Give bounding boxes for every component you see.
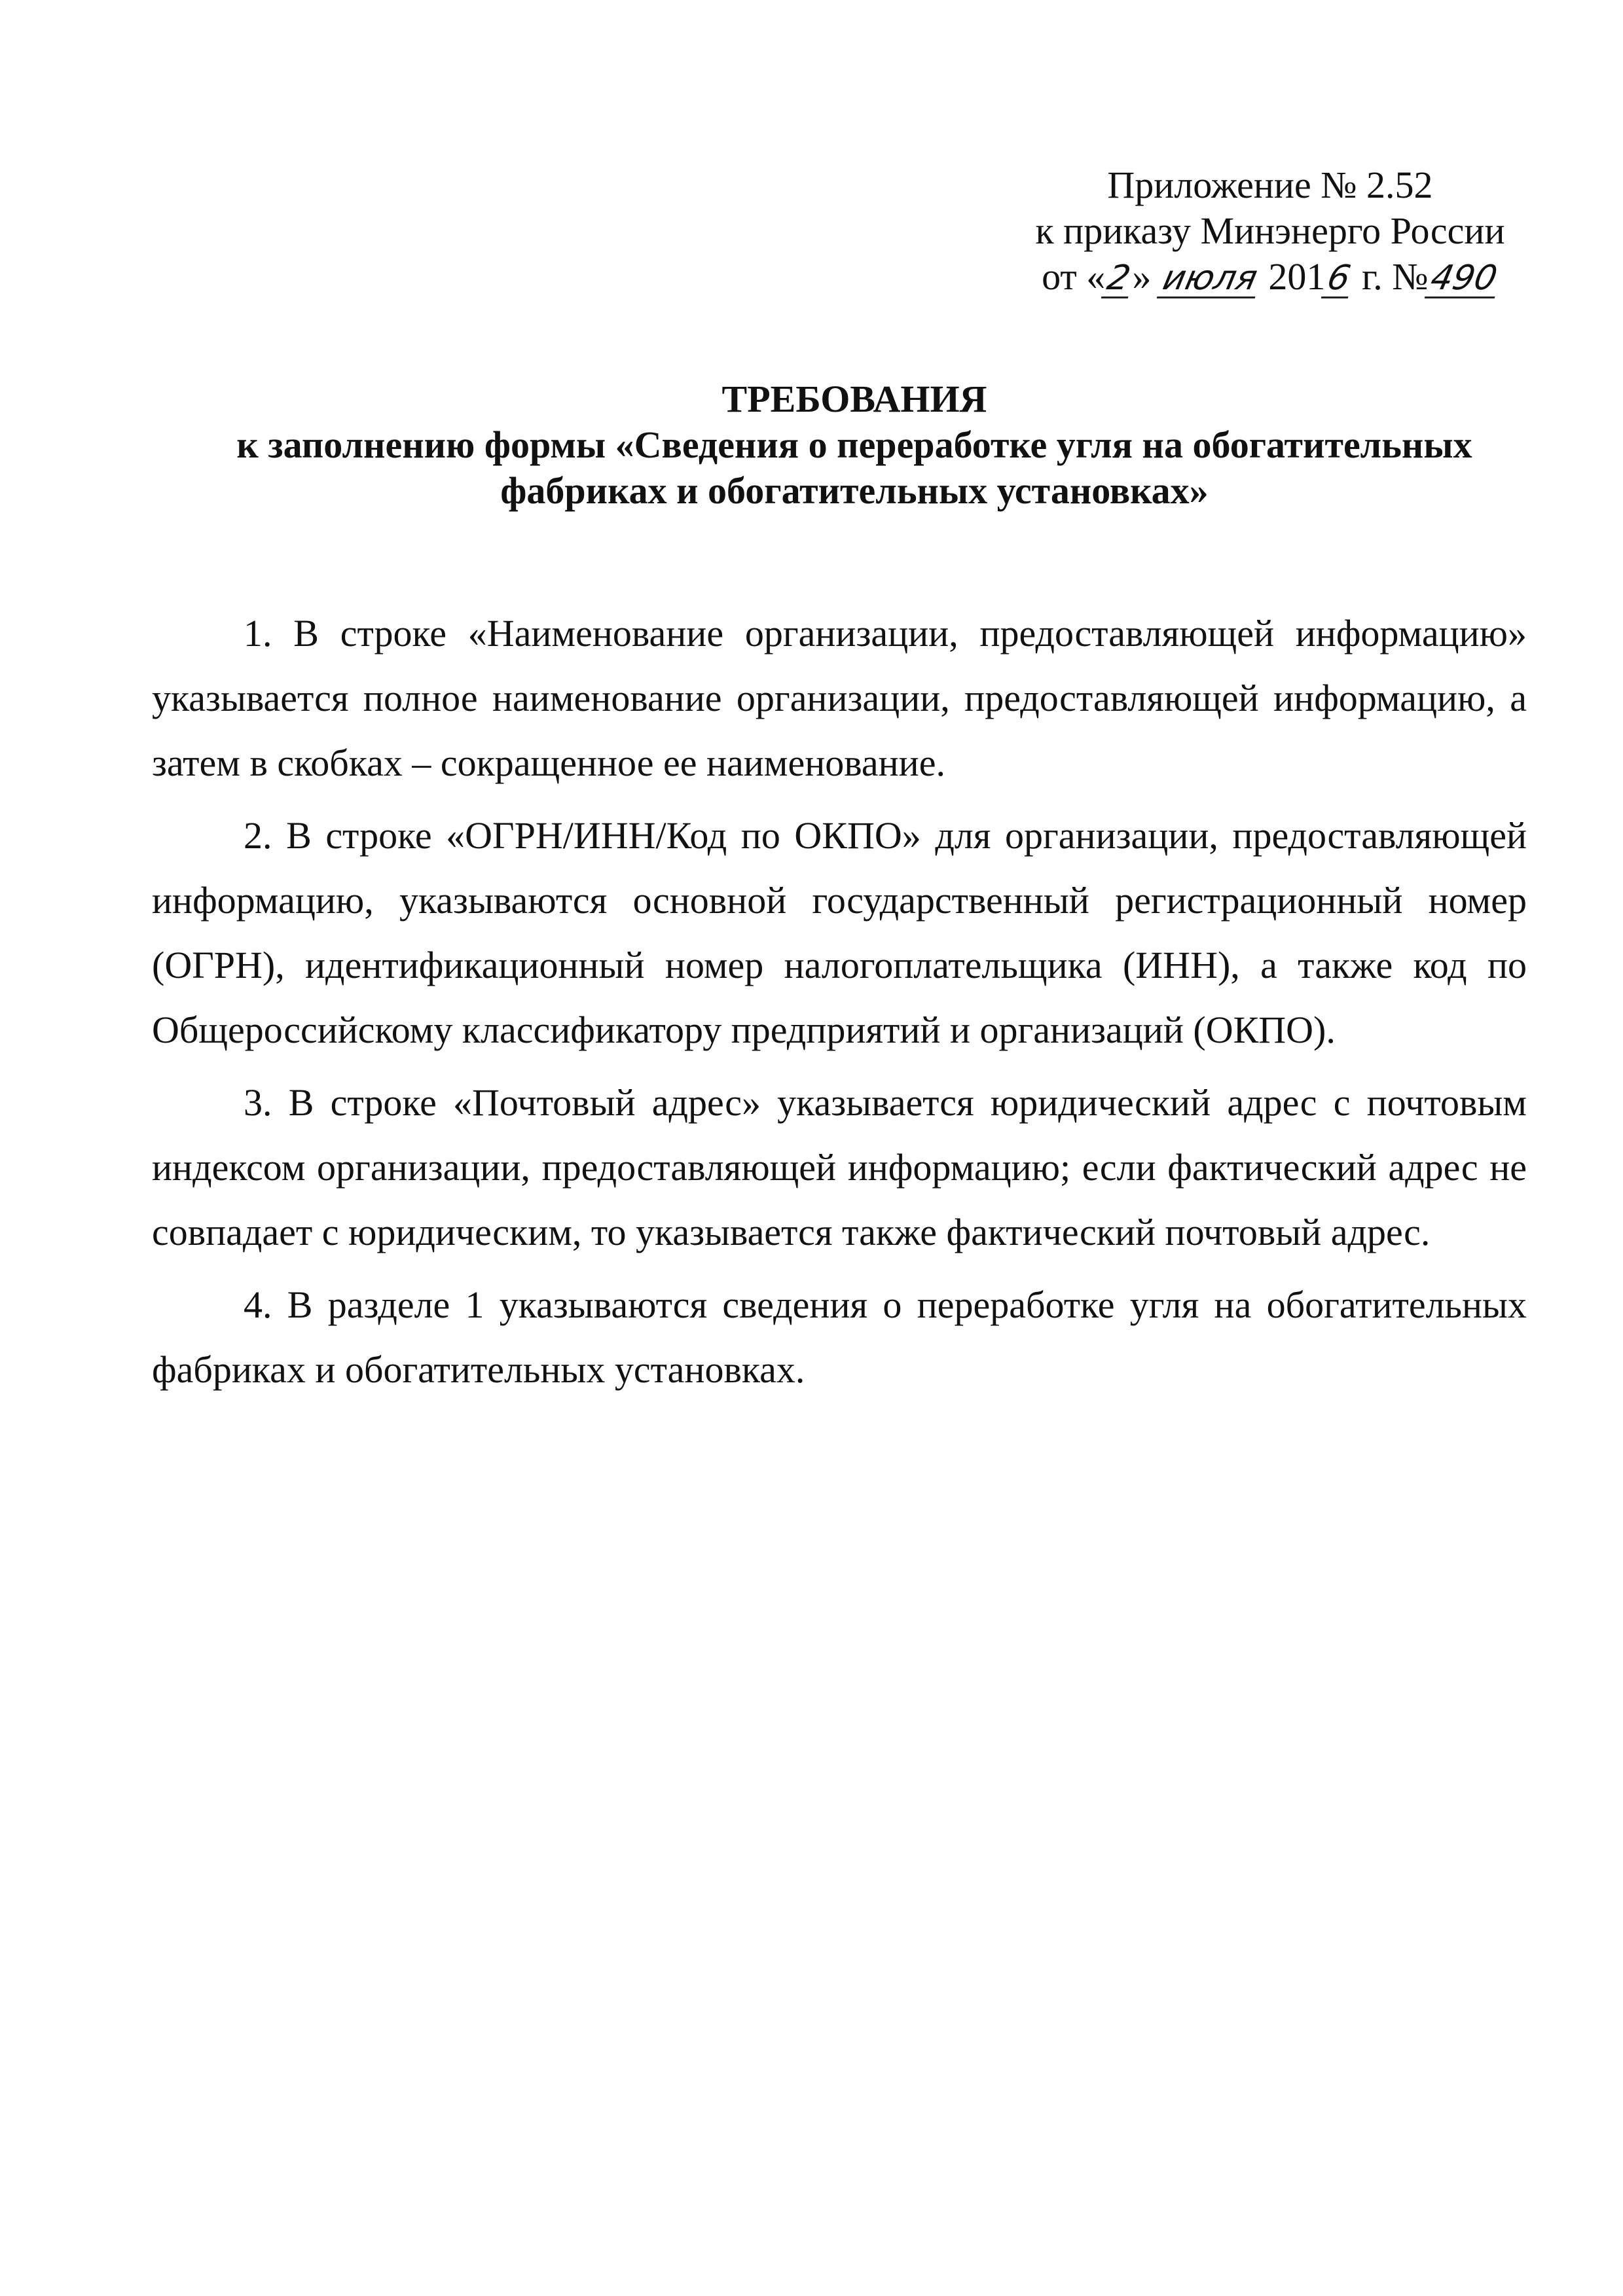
paragraph-3: 3. В строке «Почтовый адрес» указывается юридический адрес с почтовым индексом организации, предоставляющей информацию; если фактический адрес не совпадает с юридическим, то указывается также фактический почтовый адрес. xyxy=(152,1081,1527,1253)
date-suffix: г. № xyxy=(1362,255,1429,298)
appendix-order-reference: к приказу Минэнерго России xyxy=(1035,209,1505,252)
heading-title: ТРЕБОВАНИЯ xyxy=(721,378,987,420)
handwritten-year-digit: 6 xyxy=(1321,260,1357,298)
date-prefix: от « xyxy=(1042,255,1106,298)
heading-subtitle-line-2: фабриках и обогатительных установках» xyxy=(500,469,1209,512)
appendix-date-line xyxy=(1021,254,1519,300)
document-body xyxy=(152,601,1527,1410)
handwritten-order-number: 490 xyxy=(1424,260,1503,298)
handwritten-month: июля xyxy=(1157,260,1264,298)
appendix-header xyxy=(1021,162,1519,300)
handwritten-day: 2 xyxy=(1101,260,1137,298)
appendix-number: Приложение № 2.52 xyxy=(1107,164,1433,206)
paragraph-1: 1. В строке «Наименование организации, предоставляющей информацию» указывается полное наименование организации, предоставляющей информацию, а затем в скобках – сокращенное ее наименование. xyxy=(152,612,1527,784)
date-year-prefix: 201 xyxy=(1268,255,1326,298)
paragraph-4: 4. В разделе 1 указываются сведения о переработке угля на обогатительных фабриках и обогатительных установках. xyxy=(152,1283,1527,1391)
paragraph-2: 2. В строке «ОГРН/ИНН/Код по ОКПО» для организации, предоставляющей информацию, указываются основной государственный регистрационный номер (ОГРН), идентификационный номер налогоплательщика (ИНН), а также код по Общероссийскому классификатору предприятий и организаций (ОКПО). xyxy=(152,814,1527,1051)
heading-subtitle-line-1: к заполнению формы «Сведения о переработке угля на обогатительных xyxy=(236,423,1472,466)
date-mid: » xyxy=(1132,255,1152,298)
document-heading xyxy=(151,376,1558,514)
